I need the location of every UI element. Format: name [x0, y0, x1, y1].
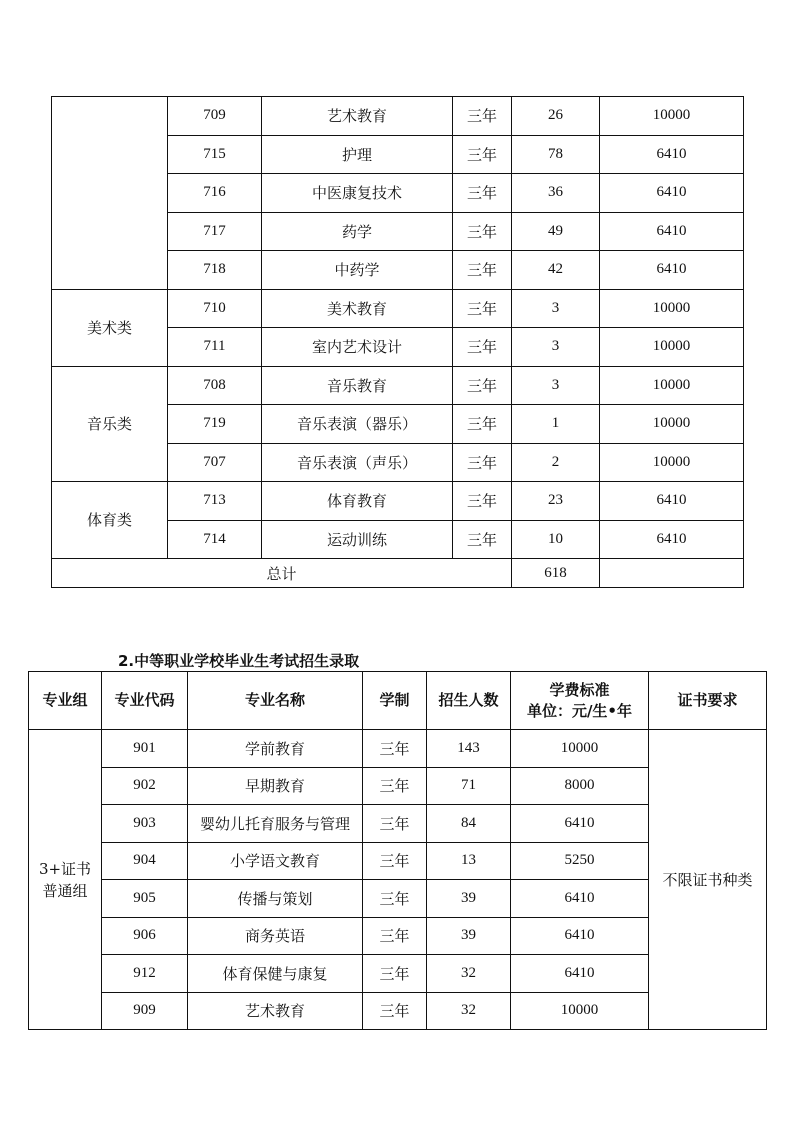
major-code: 713 — [168, 482, 262, 521]
table-row — [52, 289, 744, 328]
tuition-fee: 6410 — [600, 212, 744, 251]
duration: 三年 — [363, 917, 427, 955]
major-group-cell: 体育类 — [52, 482, 168, 559]
major-code: 717 — [168, 212, 262, 251]
header-fee — [511, 672, 649, 730]
major-name: 护理 — [262, 135, 453, 174]
header-duration: 学制 — [363, 672, 427, 730]
table2-header — [29, 672, 767, 730]
enrollment-count: 3 — [512, 328, 600, 367]
major-name: 美术教育 — [262, 289, 453, 328]
enrollment-count: 32 — [427, 955, 511, 993]
major-code: 909 — [102, 992, 188, 1030]
duration: 三年 — [453, 482, 512, 521]
major-code: 715 — [168, 135, 262, 174]
major-code: 719 — [168, 405, 262, 444]
major-name: 中药学 — [262, 251, 453, 290]
enrollment-count: 13 — [427, 842, 511, 880]
enrollment-count: 23 — [512, 482, 600, 521]
tuition-fee: 6410 — [600, 174, 744, 213]
table2-body — [29, 730, 767, 1030]
duration: 三年 — [453, 289, 512, 328]
duration: 三年 — [453, 97, 512, 136]
duration: 三年 — [453, 366, 512, 405]
header-group: 专业组 — [29, 672, 102, 730]
tuition-fee: 10000 — [600, 97, 744, 136]
major-code: 903 — [102, 805, 188, 843]
duration: 三年 — [363, 992, 427, 1030]
enrollment-count: 84 — [427, 805, 511, 843]
major-name: 药学 — [262, 212, 453, 251]
group-line2: 普通组 — [42, 881, 88, 900]
tuition-fee: 6410 — [600, 520, 744, 559]
major-code: 902 — [102, 767, 188, 805]
major-code: 905 — [102, 880, 188, 918]
certificate-requirement: 不限证书种类 — [649, 730, 767, 1030]
tuition-fee: 10000 — [600, 443, 744, 482]
header-cert: 证书要求 — [649, 672, 767, 730]
duration: 三年 — [453, 405, 512, 444]
duration: 三年 — [453, 212, 512, 251]
total-fee — [600, 559, 744, 588]
header-fee-line1: 学费标准 — [549, 680, 610, 699]
enrollment-count: 3 — [512, 289, 600, 328]
tuition-fee: 5250 — [511, 842, 649, 880]
enrollment-count: 39 — [427, 917, 511, 955]
tuition-fee: 10000 — [600, 405, 744, 444]
major-name: 婴幼儿托育服务与管理 — [188, 805, 363, 843]
header-major: 专业名称 — [188, 672, 363, 730]
enrollment-count: 143 — [427, 730, 511, 768]
table-row — [52, 482, 744, 521]
tuition-fee: 6410 — [600, 135, 744, 174]
duration: 三年 — [453, 328, 512, 367]
major-name: 传播与策划 — [188, 880, 363, 918]
major-name: 运动训练 — [262, 520, 453, 559]
major-code: 710 — [168, 289, 262, 328]
tuition-fee: 6410 — [600, 251, 744, 290]
major-code: 709 — [168, 97, 262, 136]
duration: 三年 — [453, 443, 512, 482]
enrollment-count: 10 — [512, 520, 600, 559]
tuition-fee: 6410 — [511, 917, 649, 955]
major-code: 711 — [168, 328, 262, 367]
duration: 三年 — [363, 805, 427, 843]
table-row — [52, 366, 744, 405]
major-code: 912 — [102, 955, 188, 993]
section-title: 2.中等职业学校毕业生考试招生录取 — [118, 652, 360, 670]
major-name: 学前教育 — [188, 730, 363, 768]
major-name: 体育教育 — [262, 482, 453, 521]
major-group-cell: 美术类 — [52, 289, 168, 366]
enrollment-count: 71 — [427, 767, 511, 805]
enrollment-count: 42 — [512, 251, 600, 290]
enrollment-table-part2 — [28, 671, 767, 1030]
duration: 三年 — [453, 174, 512, 213]
duration: 三年 — [363, 767, 427, 805]
tuition-fee: 10000 — [600, 366, 744, 405]
major-name: 音乐教育 — [262, 366, 453, 405]
major-name: 中医康复技术 — [262, 174, 453, 213]
major-code: 901 — [102, 730, 188, 768]
duration: 三年 — [453, 520, 512, 559]
major-name: 体育保健与康复 — [188, 955, 363, 993]
tuition-fee: 6410 — [511, 880, 649, 918]
enrollment-count: 32 — [427, 992, 511, 1030]
header-fee-line2: 单位：元/生•年 — [526, 701, 633, 720]
major-code: 716 — [168, 174, 262, 213]
header-count: 招生人数 — [427, 672, 511, 730]
major-group-cell: 音乐类 — [52, 366, 168, 482]
tuition-fee: 10000 — [511, 730, 649, 768]
major-group-cell — [29, 730, 102, 1030]
major-name: 早期教育 — [188, 767, 363, 805]
major-name: 艺术教育 — [262, 97, 453, 136]
duration: 三年 — [363, 955, 427, 993]
enrollment-table-part1 — [51, 96, 744, 588]
tuition-fee: 8000 — [511, 767, 649, 805]
major-code: 714 — [168, 520, 262, 559]
tuition-fee: 6410 — [511, 805, 649, 843]
tuition-fee: 10000 — [600, 328, 744, 367]
tuition-fee: 6410 — [600, 482, 744, 521]
duration: 三年 — [363, 880, 427, 918]
enrollment-count: 3 — [512, 366, 600, 405]
major-name: 音乐表演（器乐） — [262, 405, 453, 444]
table-row — [29, 730, 767, 768]
table-row — [52, 97, 744, 136]
major-code: 708 — [168, 366, 262, 405]
tuition-fee: 10000 — [511, 992, 649, 1030]
enrollment-count: 39 — [427, 880, 511, 918]
major-name: 室内艺术设计 — [262, 328, 453, 367]
total-row — [52, 559, 744, 588]
tuition-fee: 10000 — [600, 289, 744, 328]
total-count: 618 — [512, 559, 600, 588]
duration: 三年 — [363, 730, 427, 768]
major-code: 707 — [168, 443, 262, 482]
enrollment-count: 2 — [512, 443, 600, 482]
major-name: 艺术教育 — [188, 992, 363, 1030]
enrollment-count: 49 — [512, 212, 600, 251]
major-group-cell — [52, 97, 168, 290]
enrollment-count: 1 — [512, 405, 600, 444]
enrollment-count: 26 — [512, 97, 600, 136]
group-line1: 3+证书 — [38, 859, 92, 878]
duration: 三年 — [363, 842, 427, 880]
major-code: 718 — [168, 251, 262, 290]
header-row — [29, 672, 767, 730]
enrollment-count: 36 — [512, 174, 600, 213]
duration: 三年 — [453, 251, 512, 290]
major-name: 商务英语 — [188, 917, 363, 955]
major-name: 音乐表演（声乐） — [262, 443, 453, 482]
tuition-fee: 6410 — [511, 955, 649, 993]
table1-body — [52, 97, 744, 588]
major-code: 904 — [102, 842, 188, 880]
total-label: 总计 — [52, 559, 512, 588]
header-code: 专业代码 — [102, 672, 188, 730]
major-name: 小学语文教育 — [188, 842, 363, 880]
duration: 三年 — [453, 135, 512, 174]
enrollment-count: 78 — [512, 135, 600, 174]
major-code: 906 — [102, 917, 188, 955]
